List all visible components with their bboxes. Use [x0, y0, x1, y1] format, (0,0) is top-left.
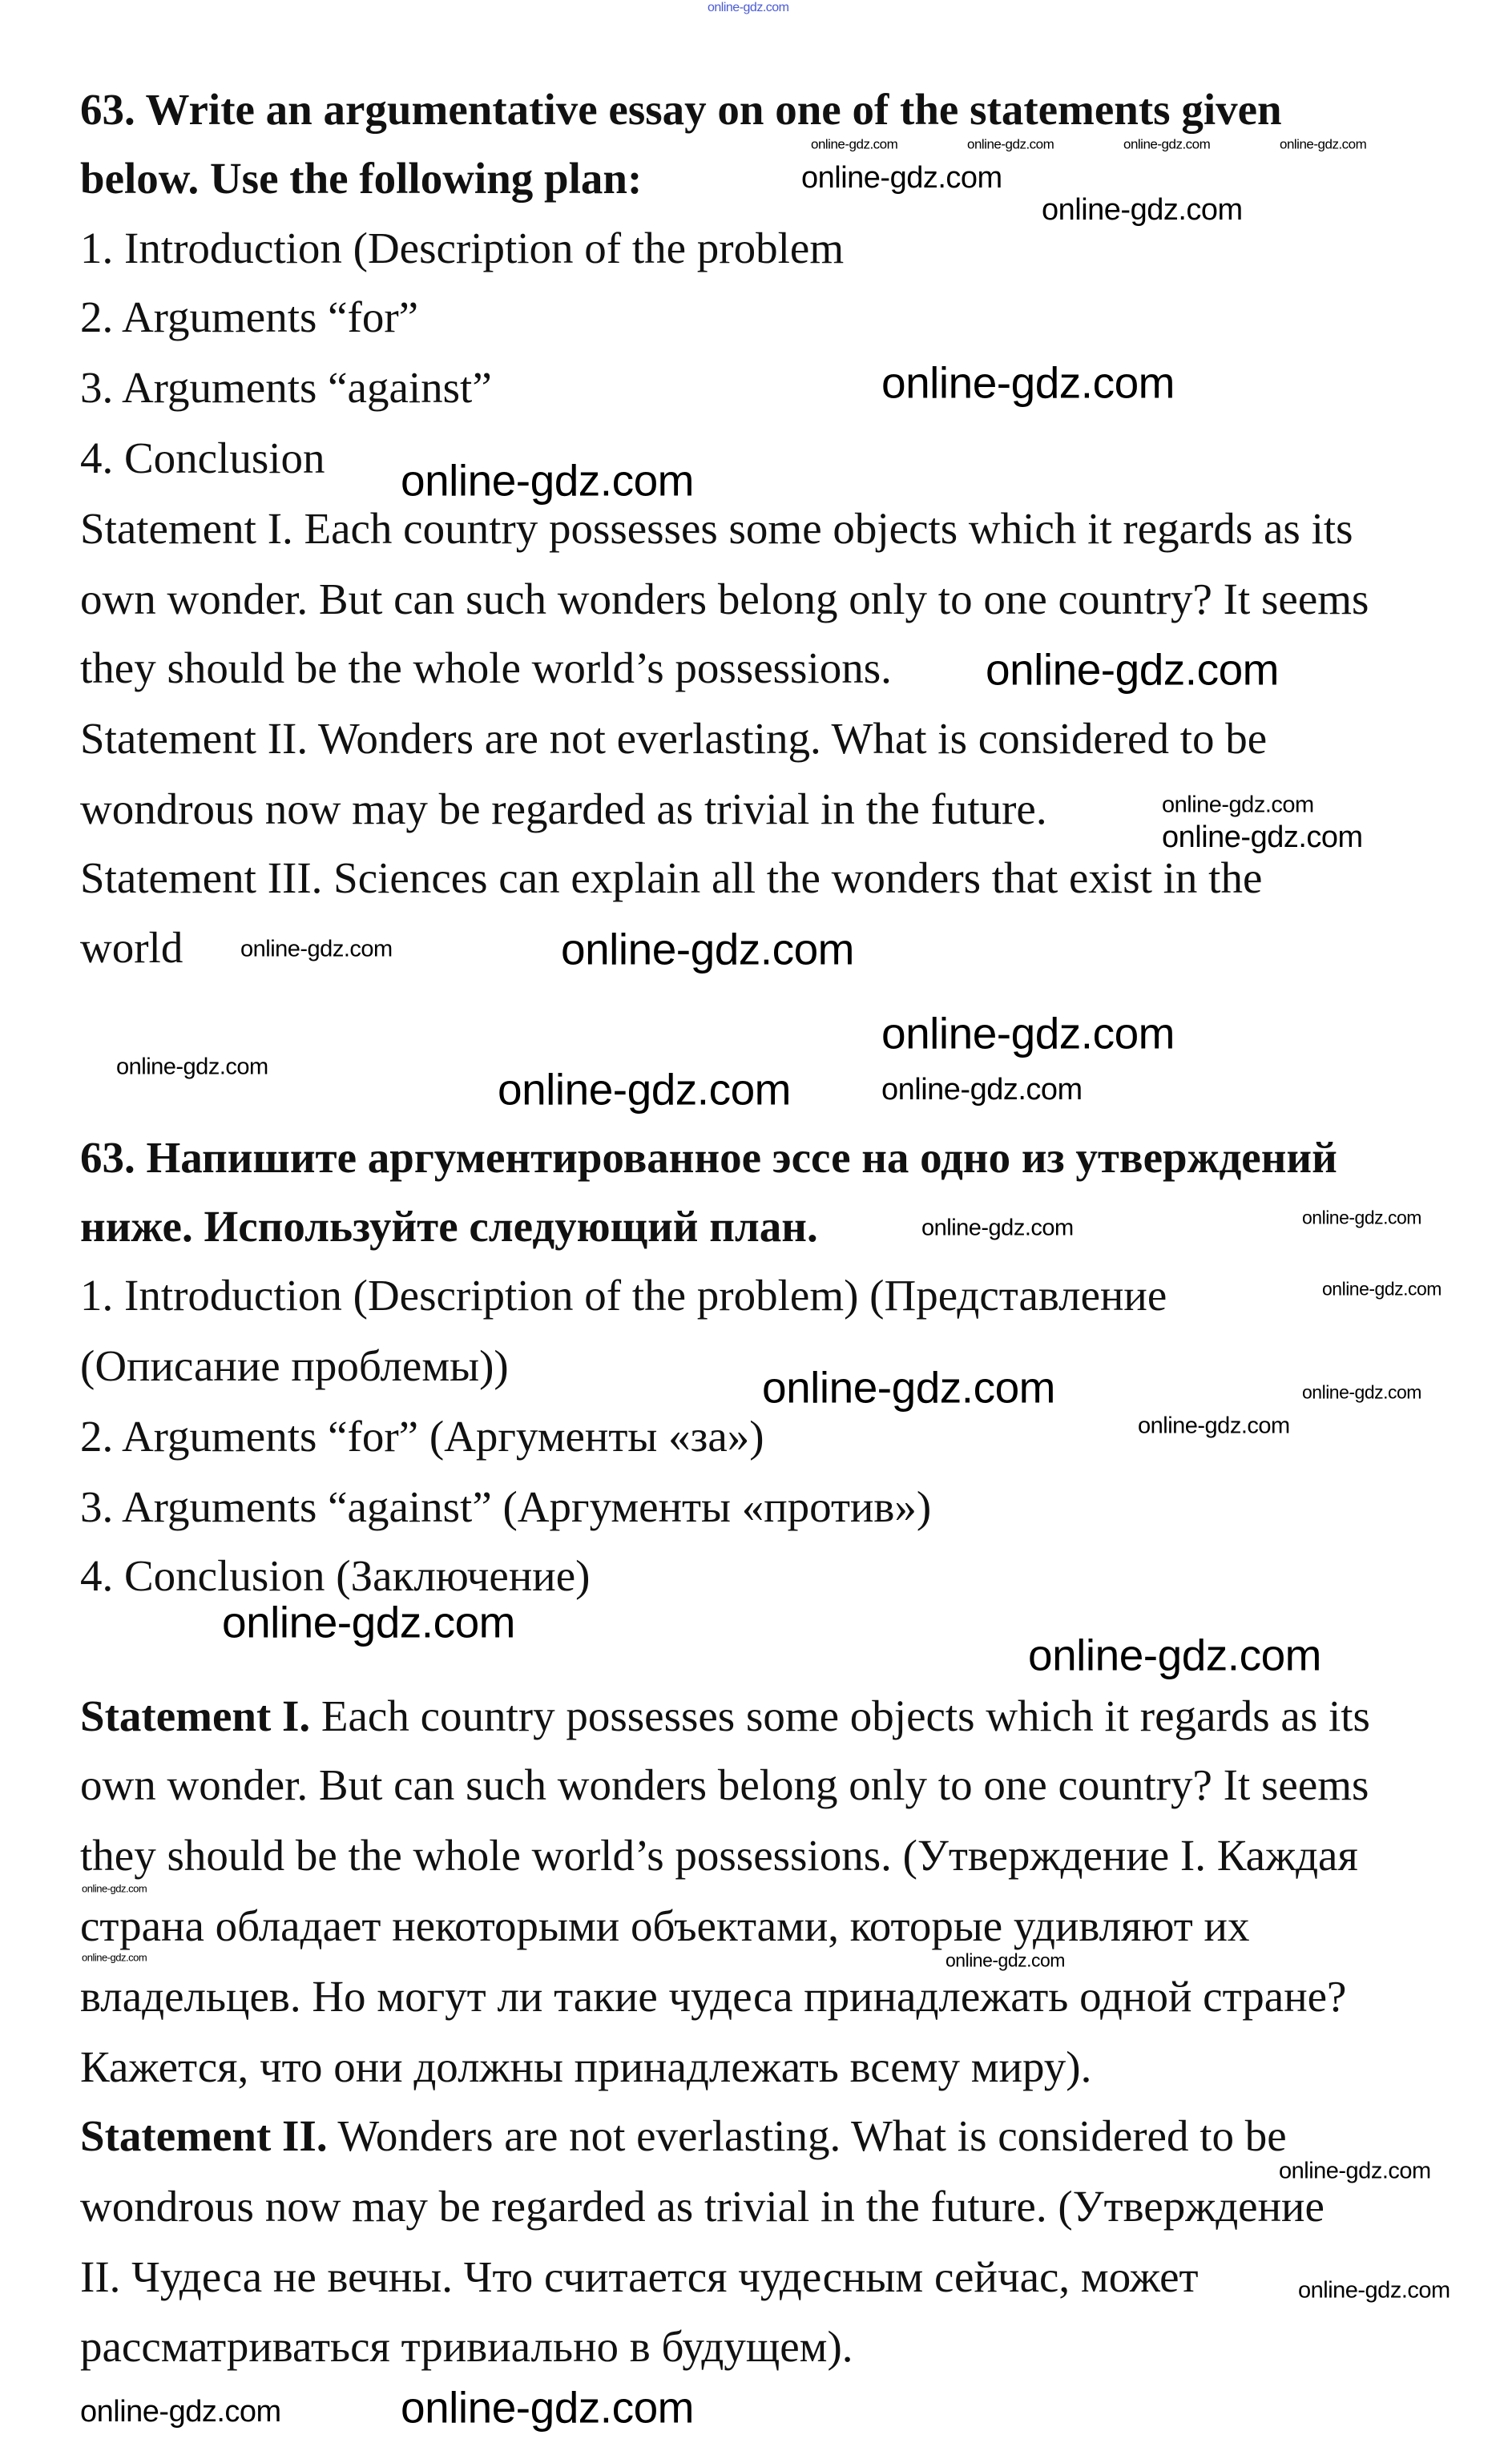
statement-label: Statement II.	[80, 2110, 328, 2160]
statement-ru-line: страна обладает некоторыми объектами, которые удивляют их	[80, 1901, 1250, 1950]
watermark: online-gdz.com	[1280, 136, 1367, 152]
watermark: online-gdz.com	[1322, 1278, 1441, 1300]
plan-item-en: 1. Introduction (Description of the problem	[80, 223, 845, 272]
statement-en-line: they should be the whole world’s possessions.	[80, 643, 892, 692]
plan-item-ru: 4. Conclusion (Заключение)	[80, 1550, 591, 1600]
statement-ru-line	[80, 2110, 1287, 2160]
watermark: online-gdz.com	[881, 1073, 1083, 1107]
watermark: online-gdz.com	[946, 1949, 1065, 1971]
statement-text: Wonders are not everlasting. What is considered to be	[327, 2110, 1287, 2160]
watermark: online-gdz.com	[561, 924, 854, 974]
watermark: online-gdz.com	[1162, 820, 1363, 854]
plan-item-en: 2. Arguments “for”	[80, 292, 419, 341]
watermark: online-gdz.com	[1302, 1207, 1421, 1228]
watermark: online-gdz.com	[1279, 2158, 1431, 2184]
watermark: online-gdz.com	[801, 161, 1002, 195]
statement-ru-line: Кажется, что они должны принадлежать всему миру).	[80, 2042, 1092, 2091]
task-title-en-line1: 63. Write an argumentative essay on one of the statements given	[80, 84, 1282, 134]
plan-item-en: 4. Conclusion	[80, 433, 325, 482]
watermark: online-gdz.com	[1028, 1630, 1321, 1680]
task-title-en-line2: below. Use the following plan:	[80, 153, 643, 203]
watermark: online-gdz.com	[811, 136, 898, 152]
watermark: online-gdz.com	[82, 1951, 147, 1964]
task-title-ru-line2: ниже. Используйте следующий план.	[80, 1201, 818, 1251]
task-title-ru-line1: 63. Напишите аргументированное эссе на одно из утверждений	[80, 1132, 1337, 1182]
watermark: online-gdz.com	[881, 357, 1175, 408]
statement-ru-line: wondrous now may be regarded as trivial in the future. (Утверждение	[80, 2181, 1325, 2231]
watermark: online-gdz.com	[401, 455, 694, 506]
statement-en-line: own wonder. But can such wonders belong only to one country? It seems	[80, 574, 1369, 623]
statement-en-line: Statement I. Each country possesses some objects which it regards as its	[80, 503, 1353, 553]
watermark: online-gdz.com	[80, 2395, 281, 2429]
statement-ru-line: II. Чудеса не вечны. Что считается чудесным сейчас, может	[80, 2251, 1199, 2301]
watermark: online-gdz.com	[1162, 792, 1314, 818]
statement-label: Statement I.	[80, 1691, 311, 1740]
plan-item-ru: 2. Arguments “for” (Аргументы «за»)	[80, 1411, 764, 1461]
watermark: online-gdz.com	[1123, 136, 1211, 152]
statement-ru-line: they should be the whole world’s possessions. (Утверждение I. Каждая	[80, 1830, 1358, 1880]
watermark: online-gdz.com	[222, 1597, 515, 1647]
statement-ru-line: рассматриваться тривиально в будущем).	[80, 2321, 853, 2371]
statement-ru-line	[80, 1691, 1370, 1740]
statement-en-line: Statement III. Sciences can explain all the wonders that exist in the	[80, 853, 1263, 902]
statement-ru-line: own wonder. But can such wonders belong only to one country? It seems	[80, 1760, 1369, 1809]
plan-item-ru: 3. Arguments “against” (Аргументы «против»)	[80, 1482, 932, 1531]
statement-en-line: world	[80, 922, 183, 972]
plan-item-ru: (Описание проблемы))	[80, 1340, 509, 1390]
plan-item-en: 3. Arguments “against”	[80, 362, 492, 412]
watermark: online-gdz.com	[116, 1054, 268, 1080]
watermark: online-gdz.com	[1302, 1381, 1421, 1403]
watermark: online-gdz.com	[986, 644, 1279, 695]
watermark: online-gdz.com	[762, 1362, 1055, 1413]
watermark: online-gdz.com	[1298, 2277, 1450, 2304]
statement-ru-line: владельцев. Но могут ли такие чудеса принадлежать одной стране?	[80, 1971, 1347, 2021]
watermark: online-gdz.com	[881, 1008, 1175, 1058]
statement-en-line: wondrous now may be regarded as trivial in the future.	[80, 784, 1047, 833]
watermark: online-gdz.com	[921, 1215, 1074, 1241]
watermark: online-gdz.com	[498, 1064, 791, 1115]
watermark: online-gdz.com	[967, 136, 1054, 152]
statement-text: Each country possesses some objects which it regards as its	[310, 1691, 1370, 1740]
watermark: online-gdz.com	[708, 1, 789, 14]
watermark: online-gdz.com	[1138, 1413, 1290, 1439]
watermark: online-gdz.com	[401, 2382, 694, 2433]
statement-en-line: Statement II. Wonders are not everlasting. What is considered to be	[80, 713, 1268, 763]
watermark: online-gdz.com	[240, 936, 393, 962]
plan-item-ru: 1. Introduction (Description of the problem) (Представление	[80, 1270, 1167, 1320]
watermark: online-gdz.com	[1042, 193, 1243, 227]
watermark: online-gdz.com	[82, 1882, 147, 1895]
